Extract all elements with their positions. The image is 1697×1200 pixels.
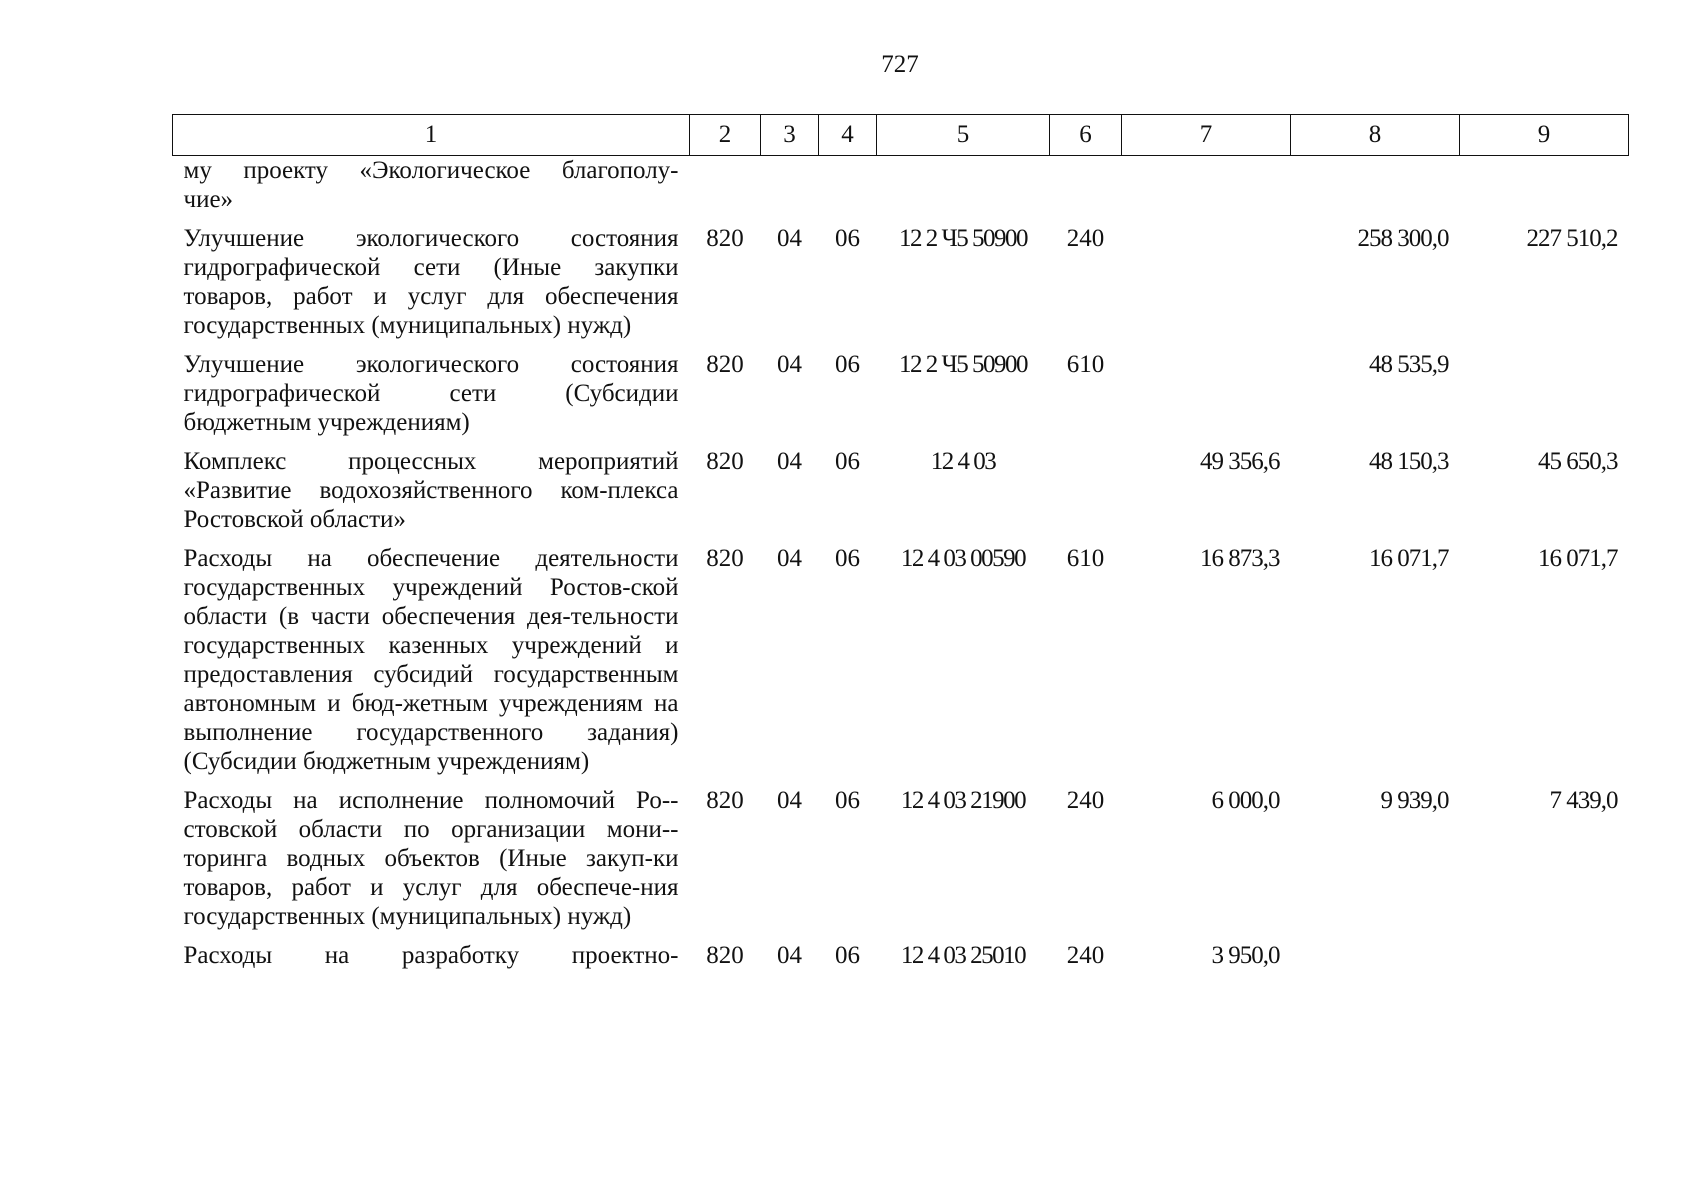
row-rz: 04 — [777, 351, 802, 378]
row-grbs: 820 — [706, 545, 744, 572]
row-pr: 06 — [835, 448, 860, 475]
row-rz — [761, 156, 819, 225]
row-description: Улучшение экологического состояния гидрографической сети (Иные закупки товаров, работ и услуг для обеспечения государственных (муниципальных) нужд) — [183, 225, 679, 339]
row-amount-9 — [1460, 350, 1629, 447]
row-target — [877, 156, 1050, 225]
row-amount-7: 16 873,3 — [1200, 545, 1280, 572]
row-pr: 06 — [835, 942, 860, 969]
column-number-row — [173, 115, 1629, 156]
column-number-5: 5 — [877, 115, 1050, 156]
column-number-1: 1 — [173, 115, 690, 156]
row-amount-9: 16 071,7 — [1538, 545, 1618, 572]
row-vr: 240 — [1066, 225, 1105, 252]
row-pr: 06 — [835, 225, 860, 252]
row-pr: 06 — [835, 545, 860, 572]
row-amount-8 — [1291, 156, 1460, 225]
row-amount-8: 16 071,7 — [1369, 545, 1449, 572]
table-row — [173, 224, 1629, 350]
row-vr: 240 — [1066, 787, 1105, 814]
row-amount-8: 9 939,0 — [1380, 787, 1449, 814]
description-line: Расходы на разработку проектно- — [183, 942, 679, 969]
column-number-6: 6 — [1050, 115, 1122, 156]
row-amount-8 — [1291, 941, 1460, 980]
row-amount-9: 45 650,3 — [1538, 448, 1618, 475]
budget-table — [172, 114, 1629, 980]
row-grbs: 820 — [706, 225, 744, 252]
column-number-9: 9 — [1460, 115, 1629, 156]
row-vr — [1050, 156, 1122, 225]
row-rz: 04 — [777, 787, 802, 814]
row-pr: 06 — [835, 351, 860, 378]
table-row — [173, 447, 1629, 544]
row-grbs: 820 — [706, 351, 744, 378]
row-description: Расходы на исполнение полномочий Ро-стовской области по организации мони-торинга водных объектов (Иные закуп-ки товаров, работ и услуг для обеспече-ния государственных (муниципальных) нужд) — [183, 787, 679, 930]
row-rz: 04 — [777, 942, 802, 969]
row-amount-7: 49 356,6 — [1200, 448, 1280, 475]
column-number-4: 4 — [819, 115, 877, 156]
row-description: Улучшение экологического состояния гидрографической сети (Субсидии бюджетным учреждениям) — [183, 351, 679, 436]
row-amount-7 — [1122, 224, 1291, 350]
description-line-1: му проекту «Экологическое благополу- — [183, 157, 679, 184]
row-description: Расходы на обеспечение деятельности государственных учреждений Ростов-ской области (в части обеспечения дея-тельности государственных казенных учреждений и предоставления субсидий государственным автономным и бюд-жетным учреждениям на выполнение государственного задания) (Субсидии бюджетным учреждениям) — [183, 545, 679, 775]
row-rz: 04 — [777, 225, 802, 252]
row-target: 12 4 03 00590 — [900, 545, 1026, 572]
page-number: 727 — [881, 51, 919, 78]
row-vr — [1050, 447, 1122, 544]
row-amount-9: 227 510,2 — [1526, 225, 1618, 252]
row-vr: 240 — [1066, 942, 1105, 969]
row-pr — [819, 156, 877, 225]
table-row — [173, 941, 1629, 980]
description-line-2: чие» — [183, 186, 234, 213]
row-target: 12 2 Ч5 50900 — [899, 351, 1027, 378]
row-description — [173, 941, 690, 980]
table-row — [173, 156, 1629, 225]
row-vr: 610 — [1066, 545, 1105, 572]
row-amount-8: 48 150,3 — [1369, 448, 1449, 475]
column-number-3: 3 — [761, 115, 819, 156]
row-pr: 06 — [835, 787, 860, 814]
row-amount-9 — [1460, 156, 1629, 225]
row-grbs — [690, 156, 761, 225]
table-row — [173, 786, 1629, 941]
row-amount-7: 6 000,0 — [1211, 787, 1280, 814]
row-vr: 610 — [1066, 351, 1105, 378]
column-number-2: 2 — [690, 115, 761, 156]
row-amount-9 — [1460, 941, 1629, 980]
row-grbs: 820 — [706, 787, 744, 814]
row-amount-7 — [1122, 350, 1291, 447]
row-grbs: 820 — [706, 448, 744, 475]
row-target: 12 4 03 21900 — [900, 787, 1026, 814]
row-target: 12 4 03 — [930, 448, 996, 475]
row-amount-9: 7 439,0 — [1549, 787, 1618, 814]
table-header — [173, 115, 1629, 156]
row-amount-7 — [1122, 156, 1291, 225]
row-target: 12 4 03 25010 — [900, 942, 1026, 969]
row-rz: 04 — [777, 545, 802, 572]
row-amount-7: 3 950,0 — [1211, 942, 1280, 969]
row-grbs: 820 — [706, 942, 744, 969]
row-target: 12 2 Ч5 50900 — [899, 225, 1027, 252]
table-body — [173, 156, 1629, 981]
row-description — [173, 156, 690, 225]
table-row — [173, 350, 1629, 447]
row-amount-8: 48 535,9 — [1369, 351, 1449, 378]
column-number-8: 8 — [1291, 115, 1460, 156]
row-description: Комплекс процессных мероприятий «Развитие водохозяйственного ком-плекса Ростовской области» — [183, 448, 679, 533]
column-number-7: 7 — [1122, 115, 1291, 156]
row-rz: 04 — [777, 448, 802, 475]
table-row — [173, 544, 1629, 786]
row-amount-8: 258 300,0 — [1357, 225, 1449, 252]
